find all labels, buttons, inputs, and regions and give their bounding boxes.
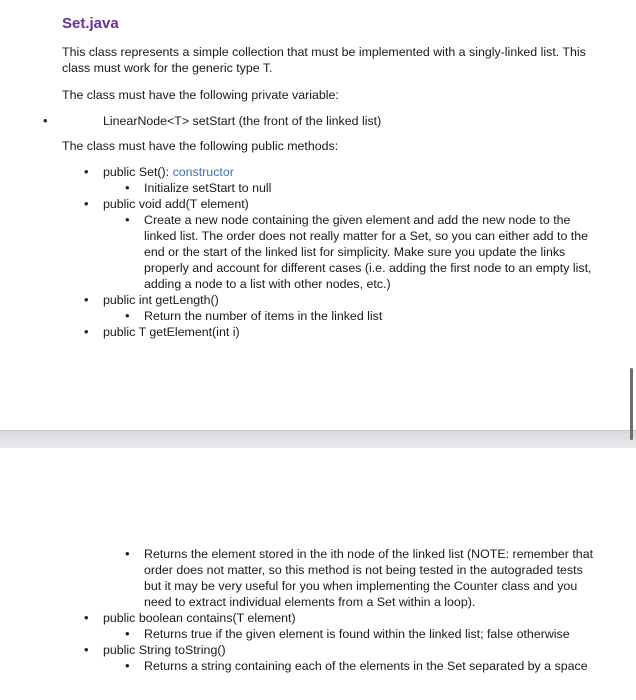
page-gap <box>0 430 636 450</box>
method-item-getlength <box>103 292 602 324</box>
continued-detail-list <box>62 546 602 610</box>
method-detail: Return the number of items in the linked list <box>144 309 383 323</box>
private-variable-text: LinearNode<T> setStart (the front of the linked list) <box>103 114 382 128</box>
list-item <box>144 626 602 642</box>
detail-list <box>103 180 602 196</box>
method-detail: Returns a string containing each of the elements in the Set separated by a space <box>144 659 588 673</box>
private-variable-list <box>0 113 602 129</box>
method-detail: Create a new node containing the given element and add the new node to the linked list. The order does not really matter for a Set, so you can either add to the end or the start of the linked list for simplicity. Make sure you update the links properly and account for different cases (i.e. adding the first node to an empty list, adding a node to a list with other nodes, etc.) <box>144 213 592 291</box>
method-item-tostring <box>103 642 602 674</box>
method-list-top <box>62 164 602 340</box>
constructor-link[interactable]: constructor <box>172 165 234 179</box>
list-item <box>144 212 602 292</box>
list-item <box>144 546 602 610</box>
scrollbar-thumb[interactable] <box>630 368 633 440</box>
method-list-bottom <box>62 610 602 674</box>
list-item <box>144 658 602 674</box>
method-item-constructor <box>103 164 602 196</box>
method-item-contains <box>103 610 602 642</box>
list-item <box>62 113 602 129</box>
method-signature: public String toString() <box>103 643 226 657</box>
method-item-add <box>103 196 602 292</box>
detail-list <box>103 212 602 292</box>
method-signature: public boolean contains(T element) <box>103 611 296 625</box>
method-detail: Initialize setStart to null <box>144 181 272 195</box>
method-detail: Returns the element stored in the ith node of the linked list (NOTE: remember that order does not matter, so this method is not being tested in the autograded tests but it may be very useful for you when implementing the Counter class and you need to extract individual elements from a Set within a loop). <box>144 547 594 609</box>
document-title: Set.java <box>62 15 119 32</box>
page-top-content <box>62 16 602 340</box>
page-bottom-content <box>62 546 602 674</box>
list-item <box>144 308 602 324</box>
method-signature: public T getElement(int i) <box>103 325 240 339</box>
private-variable-heading: The class must have the following private variable: <box>62 88 339 102</box>
list-item <box>144 180 602 196</box>
intro-paragraph: This class represents a simple collection that must be implemented with a singly-linked list. This class must work for the generic type T. <box>62 45 586 75</box>
method-detail: Returns true if the given element is found within the linked list; false otherwise <box>144 627 570 641</box>
document-page-bottom <box>0 448 636 700</box>
detail-list <box>103 658 602 674</box>
detail-list <box>103 308 602 324</box>
method-item-getelement <box>103 324 602 340</box>
method-signature: public void add(T element) <box>103 197 249 211</box>
method-signature: public int getLength() <box>103 293 219 307</box>
public-methods-heading: The class must have the following public methods: <box>62 139 339 153</box>
detail-list <box>103 626 602 642</box>
method-signature: public Set(): <box>103 165 173 179</box>
